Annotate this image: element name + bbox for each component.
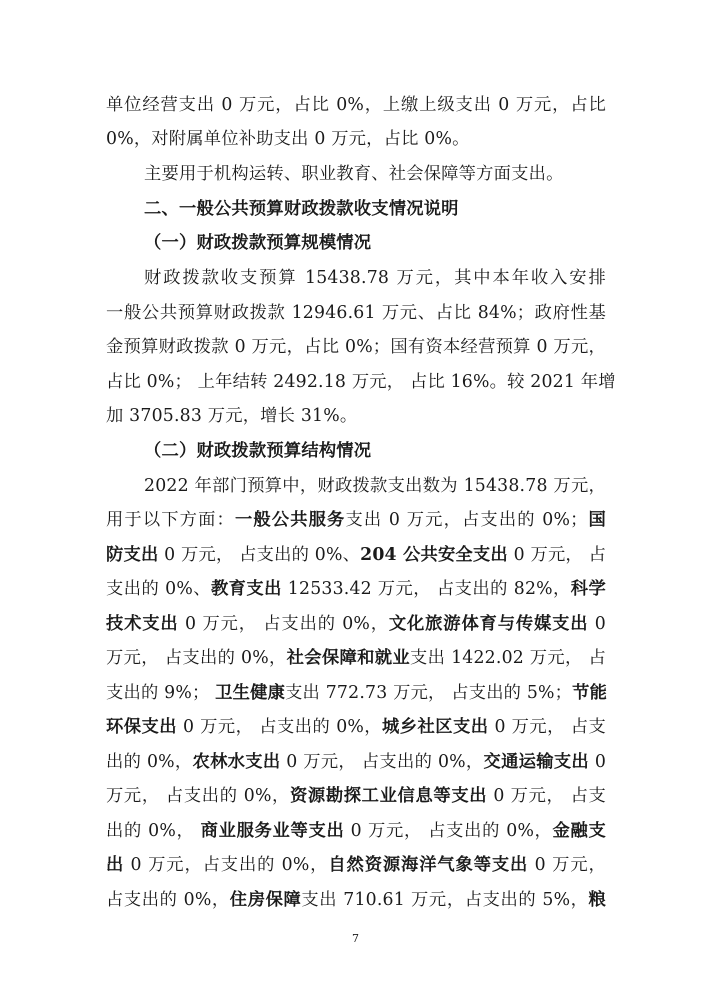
text-run: 主要用于机构运转、职业教育、社会保障等方面支出。 [144,164,564,184]
body-text-line [106,330,606,364]
text-run: 0 万元， 占支出的 0%、 [158,545,361,565]
bold-text-run: 金融支 [552,821,606,841]
text-run: 支出 772.73 万元， 占支出的 5%； [285,683,573,703]
bold-text-run: 环保支出 [106,717,177,737]
text-run: 用于以下方面： [106,510,235,530]
section-heading [144,192,606,226]
body-text-line [106,641,606,675]
body-text-line [106,883,606,917]
body-text-line [106,848,606,882]
body-text-line [106,538,606,572]
bold-text-run: 资源勘探工业信息等支出 [289,786,488,806]
body-text-line [106,745,606,779]
text-run: 0 [588,614,607,634]
body-text-line [106,676,606,710]
text-run: 财政拨款收支预算 15438.78 万元，其中本年收入安排 [144,268,606,288]
body-text-line [144,157,606,191]
text-run: 0 万元， 占支出的 0%， [344,821,553,841]
text-run: 支出的 0%、 [106,579,211,599]
text-run: 0 万元，占支出的 0%， [124,855,329,875]
text-run: 支出的 9%； [106,683,216,703]
subsection-heading [144,434,606,468]
body-text-line [106,399,606,433]
bold-text-run: 农林水支出 [192,752,281,772]
page-number: 7 [352,932,359,945]
text-run: 出的 0%， [106,752,193,772]
body-text-line [106,365,616,399]
text-run: 金预算财政拨款 0 万元，占比 0%；国有资本经营预算 0 万元， [106,337,606,357]
bold-text-run: 卫生健康 [215,683,286,703]
bold-text-run: 204 公共安全支出 [360,545,508,565]
bold-text-run: 出 [106,855,125,875]
subsection-heading [144,226,606,260]
bold-text-run: 自然资源海洋气象等支出 [328,855,529,875]
bold-text-run: （二）财政拨款预算结构情况 [144,441,372,461]
bold-text-run: 文化旅游体育与传媒支出 [388,614,589,634]
bold-text-run: 教育支出 [210,579,282,599]
body-text-line [106,779,606,813]
bold-text-run: 商业服务业等支出 [200,821,345,841]
text-run: 0 万元， 占支出的 0%， [280,752,484,772]
body-text-line [106,122,606,156]
bold-text-run: 技术支出 [106,614,179,634]
bold-text-run: 社会保障和就业 [286,648,411,668]
text-run: 一般公共预算财政拨款 12946.61 万元、占比 84%；政府性基 [106,303,606,323]
body-text-line [106,503,606,537]
text-run: 单位经营支出 0 万元，占比 0%，上缴上级支出 0 万元，占比 [106,95,606,115]
body-text-line [106,710,606,744]
text-run: 0 [589,752,607,772]
text-run: 0 万元， 占支 [487,786,606,806]
text-run: 支出 1422.02 万元， 占 [410,648,606,668]
text-run: 出的 0%， [106,821,201,841]
bold-text-run: 城乡社区支出 [382,717,489,737]
body-text-line [106,572,606,606]
text-run: 0 万元， 占支出的 0%， [178,614,389,634]
text-run: 加 3705.83 万元，增长 31%。 [106,406,358,426]
text-run: 支出 0 万元，占支出的 0%； [345,510,588,530]
bold-text-run: 粮 [588,890,606,910]
text-run: 0 万元， 占支 [488,717,607,737]
text-run: 0 万元， 占 [507,545,607,565]
text-run: 万元， 占支出的 0%， [106,648,287,668]
bold-text-run: 住房保障 [229,890,302,910]
body-text-line [106,814,606,848]
bold-text-run: 交通运输支出 [483,752,590,772]
bold-text-run: 二、一般公共预算财政拨款收支情况说明 [144,199,459,219]
text-run: 支出 710.61 万元，占支出的 5%， [301,890,589,910]
text-run: 2022 年部门预算中，财政拨款支出数为 15438.78 万元， [144,476,606,496]
text-run: 占比 0%； 上年结转 2492.18 万元， 占比 16%。较 2021 年增 [106,372,616,392]
text-run: 0%，对附属单位补助支出 0 万元，占比 0%。 [106,129,470,149]
text-run: 0 万元， 占支出的 0%， [176,717,383,737]
body-text-line [106,88,606,122]
body-text-line [144,261,606,295]
text-run: 占支出的 0%， [106,890,230,910]
text-run: 0 万元， [528,855,606,875]
body-text-line [106,296,606,330]
bold-text-run: 科学 [570,579,606,599]
bold-text-run: （一）财政拨款预算规模情况 [144,233,372,253]
bold-text-run: 节能 [572,683,608,703]
body-text-line [144,469,606,503]
bold-text-run: 防支出 [106,545,159,565]
text-run: 12533.42 万元， 占支出的 82%， [281,579,571,599]
body-text-line [106,607,606,641]
text-run: 万元， 占支出的 0%， [106,786,290,806]
bold-text-run: 国 [587,510,607,530]
bold-text-run: 一般公共服务 [234,510,346,530]
